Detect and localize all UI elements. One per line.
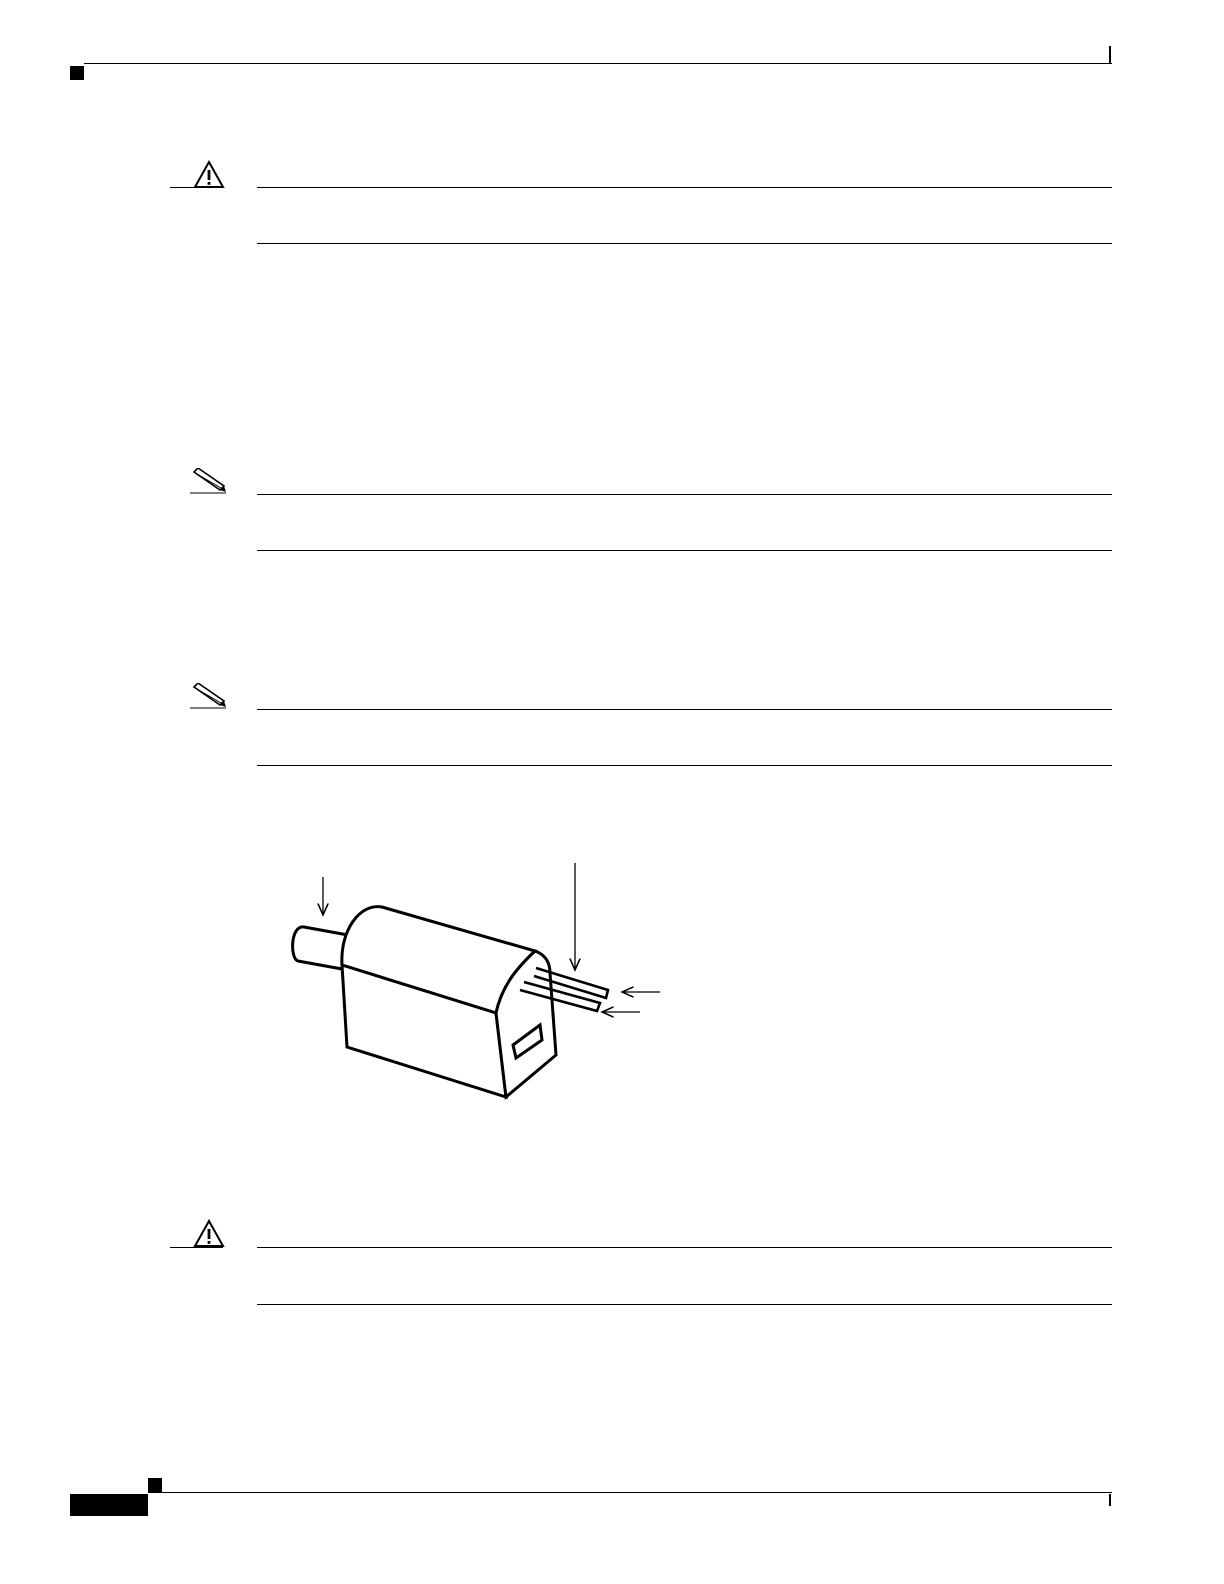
- callout-bottom-rule: [257, 765, 1112, 766]
- pencil-note-icon: [190, 683, 226, 709]
- header-corner-block: [70, 66, 84, 80]
- caution-icon-underline: [170, 187, 223, 188]
- callout-top-rule: [257, 709, 1112, 710]
- callout-bottom-rule: [257, 243, 1112, 244]
- caution-icon-underline: [170, 1247, 223, 1248]
- caution-triangle-icon: [193, 160, 225, 190]
- footer-tick: [1109, 1494, 1111, 1506]
- callout-bottom-rule: [257, 1304, 1112, 1305]
- callout-top-rule: [257, 1247, 1112, 1248]
- callout-top-rule: [257, 494, 1112, 495]
- footer-rule: [148, 1492, 1112, 1493]
- caution-triangle-icon: [193, 1219, 225, 1249]
- footer-corner-block: [148, 1478, 162, 1492]
- footer-page-block: [70, 1494, 148, 1516]
- callout-top-rule: [257, 187, 1112, 188]
- pencil-note-icon: [190, 468, 226, 494]
- header-tick: [1109, 46, 1111, 64]
- callout-bottom-rule: [257, 550, 1112, 551]
- plug-connector-figure: [270, 855, 680, 1115]
- header-rule: [84, 63, 1112, 64]
